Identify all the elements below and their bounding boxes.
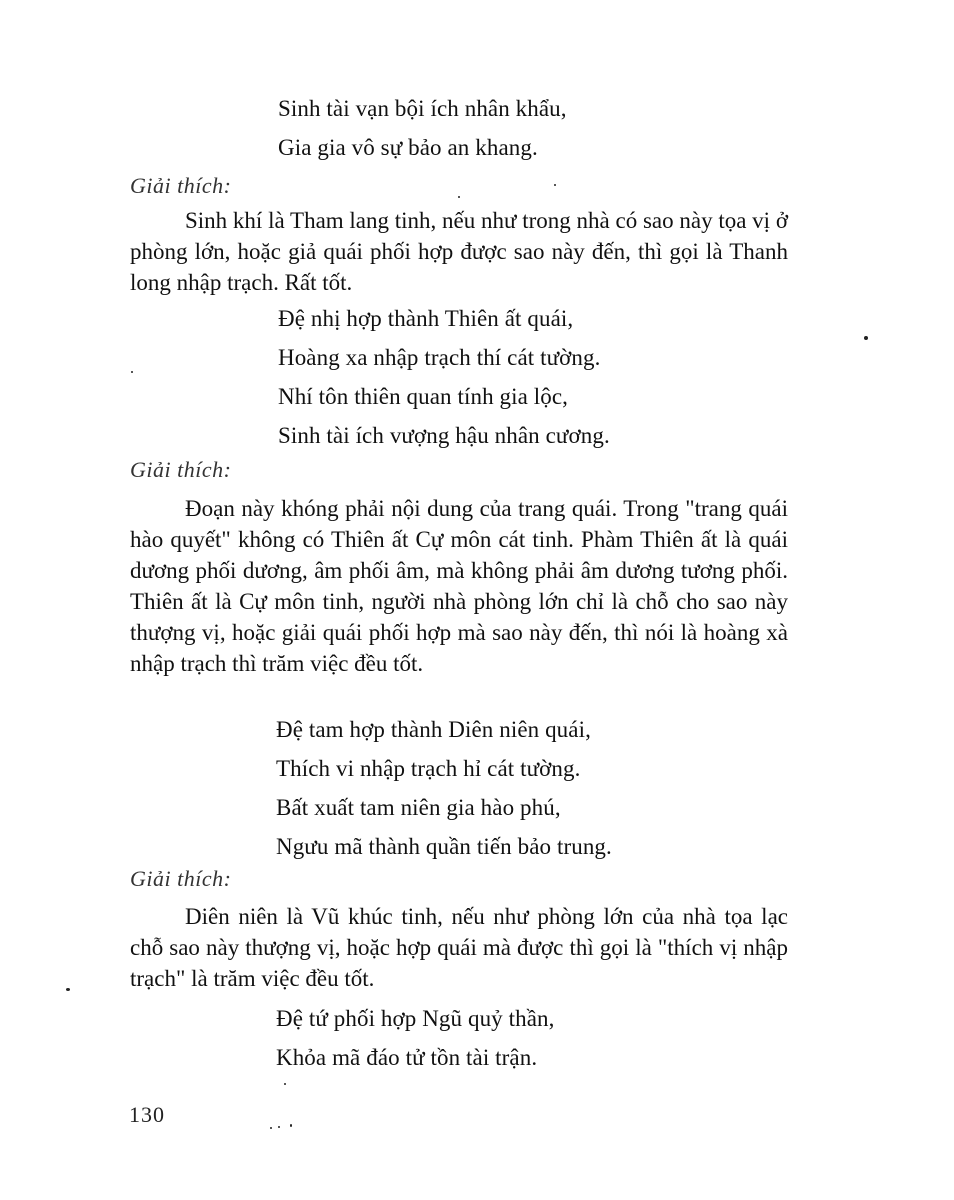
verse-line: Sinh tài vạn bội ích nhân khẩu, — [278, 96, 567, 121]
verse-line: Nhí tôn thiên quan tính gia lộc, — [278, 384, 569, 409]
verse-line: Ngưu mã thành quần tiến bảo trung. — [276, 834, 612, 859]
explanation-label: Giải thích: — [130, 173, 232, 198]
scan-speck — [864, 336, 868, 340]
scan-speck — [458, 196, 460, 198]
verse-block-4 — [276, 999, 555, 1077]
explanation-paragraph-2: Đoạn này khóng phải nội dung của trang quái. Trong "trang quái hào quyết" không có Thiên ất Cự môn cát tinh. Phàm Thiên ất là quái dương phối dương, âm phối âm, mà không phải âm dương tương phối. Thiên ất là Cự môn tinh, người nhà phòng lớn chỉ là chỗ cho sao này thượng vị, hoặc giải quái phối hợp mà sao này đến, thì nói là hoàng xà nhập trạch thì trăm việc đều tốt. — [130, 496, 788, 676]
explanation-paragraph-1: Sinh khí là Tham lang tinh, nếu như trong nhà có sao này tọa vị ở phòng lớn, hoặc giả quái phối hợp được sao này đến, thì gọi là Thanh long nhập trạch. Rất tốt. — [130, 208, 788, 295]
scan-speck — [66, 988, 70, 991]
explanation-label: Giải thích: — [130, 457, 232, 482]
verse-line: Bất xuất tam niên gia hào phú, — [276, 795, 561, 820]
scan-speck — [131, 371, 133, 373]
verse-line: Hoàng xa nhập trạch thí cát tường. — [278, 345, 601, 370]
verse-line: Đệ nhị hợp thành Thiên ất quái, — [278, 306, 574, 331]
verse-line: Sinh tài ích vượng hậu nhân cương. — [278, 423, 610, 448]
verse-line: Đệ tam hợp thành Diên niên quái, — [276, 717, 591, 742]
verse-line: Thích vi nhập trạch hỉ cát tường. — [276, 756, 581, 781]
verse-line: Đệ tứ phối hợp Ngũ quỷ thần, — [276, 1006, 555, 1031]
scan-speck — [278, 1126, 280, 1128]
page-number: 130 — [129, 1102, 165, 1127]
verse-block-2 — [278, 299, 610, 455]
verse-line: Gia gia vô sự bảo an khang. — [278, 135, 538, 160]
explanation-paragraph-3: Diên niên là Vũ khúc tinh, nếu như phòng lớn của nhà tọa lạc chỗ sao này thượng vị, hoặc hợp quái mà được thì gọi là "thích vị nhập trạch" là trăm việc đều tốt. — [130, 904, 788, 991]
explanation-label: Giải thích: — [130, 866, 232, 891]
scan-speck — [554, 184, 556, 186]
verse-line: Khỏa mã đáo tử tồn tài trận. — [276, 1045, 538, 1070]
verse-block-1 — [278, 89, 567, 167]
scan-speck — [284, 1083, 286, 1085]
scan-speck — [290, 1124, 292, 1127]
scan-speck — [270, 1127, 272, 1129]
verse-block-3 — [276, 710, 612, 866]
